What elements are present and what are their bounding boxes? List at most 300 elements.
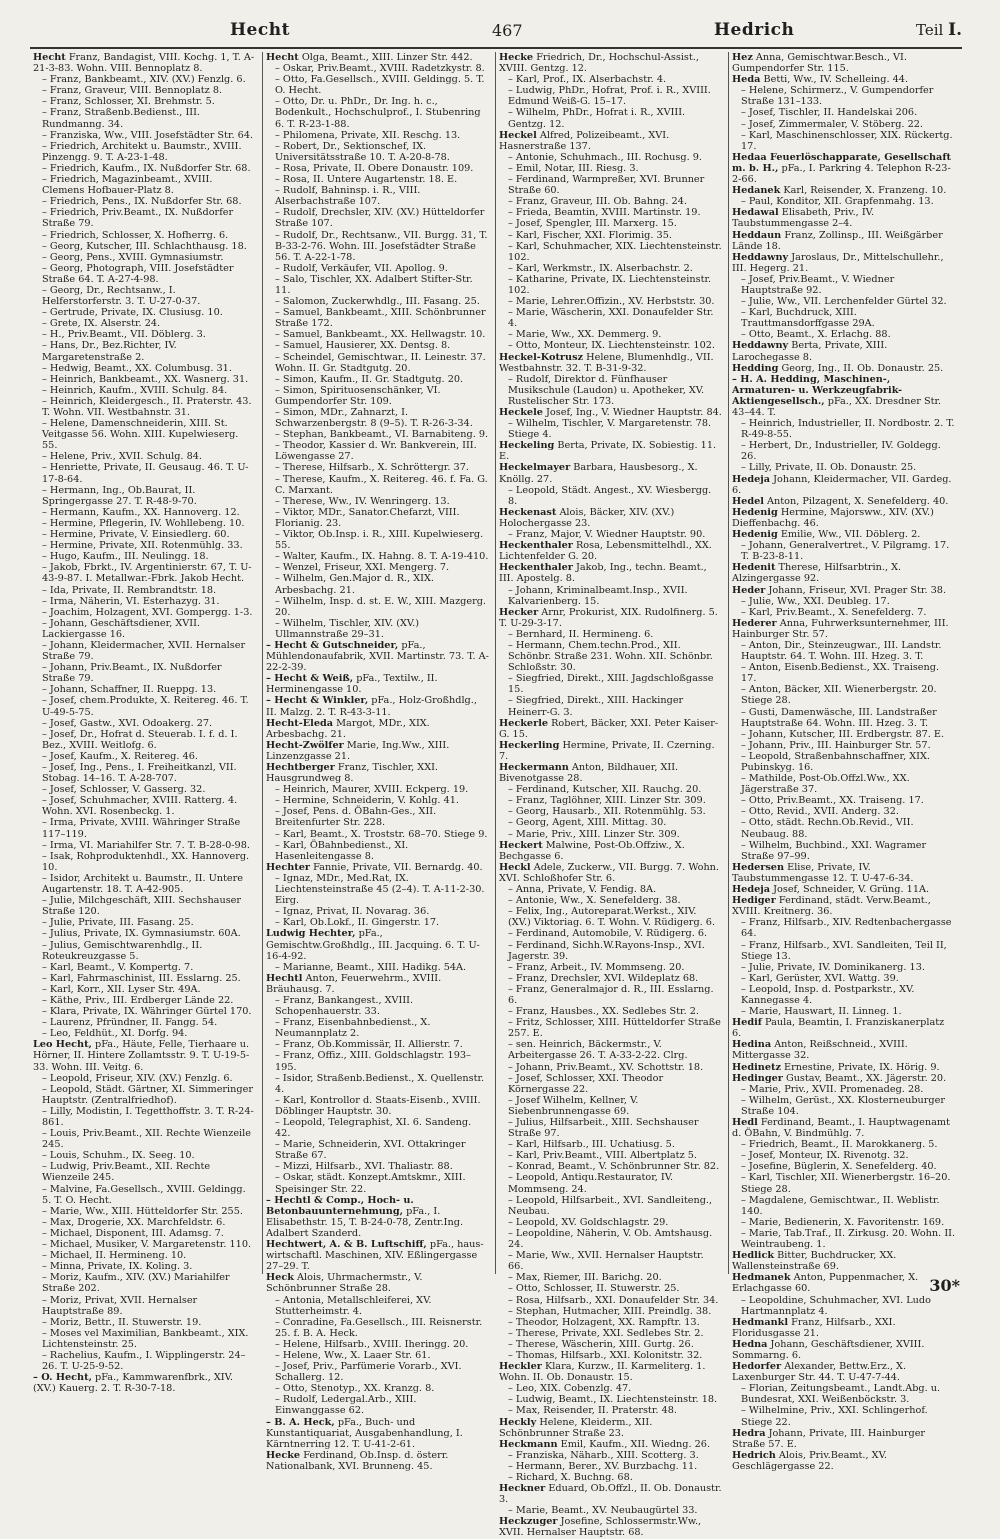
directory-entry (266, 1317, 489, 1339)
entry-text: – Georg, Pens., XVIII. Gymnasiumstr. (42, 251, 224, 263)
entry-text: Franz, Bandagist, VIII. Kochg. 1, T. A-21-3-83. Wohn. VIII. Bennoplatz 8. (33, 52, 255, 75)
entry-text: – Friedrich, Pens., IX. Nußdorfer Str. 68. (42, 196, 242, 208)
directory-entry (499, 152, 722, 163)
directory-entry (499, 585, 722, 607)
directory-entry (266, 673, 489, 695)
directory-entry (499, 462, 722, 484)
directory-entry (266, 1139, 489, 1161)
directory-entry (499, 740, 722, 762)
directory-entry (732, 1339, 956, 1361)
entry-text: – Karl, Priv.Beamt., VIII. Albertplatz 5. (508, 1150, 697, 1162)
entry-text: – Käthe, Priv., III. Erdberger Lände 22. (42, 994, 234, 1006)
entry-text: – Franz, Hilfsarb., XIV. Redtenbachergasse 64. (741, 917, 952, 940)
entry-surname: Hecht (266, 52, 299, 63)
directory-entry (732, 596, 956, 607)
directory-entry (33, 1217, 256, 1228)
entry-text: – Leopold, XV. Goldschlagstr. 29. (508, 1216, 669, 1228)
entry-text: Ernestine, Private, IX. Hörig. 9. (784, 1061, 940, 1073)
entry-surname: – Hecht & Gutschneider, (266, 639, 399, 651)
directory-entry (499, 829, 722, 840)
entry-text: – Hermine, Pflegerin, IV. Wohllebeng. 10. (42, 517, 245, 529)
entry-text: – Josef, chem.Produkte, X. Reitereg. 46. T. U-49-5-75. (42, 695, 249, 718)
entry-surname: Heck (266, 1272, 294, 1284)
entry-text: Elise, Private, IV. Taubstummengasse 12. T. U-47-6-34. (732, 861, 914, 884)
entry-text: pFa., Buch- und Kunstantiquariat, Ausgabenhandlung, I. Kärntnerring 12. T. U-41-2-61. (266, 1416, 463, 1450)
entry-text: – Julie, Milchgeschäft, XIII. Sechshauser Straße 120. (42, 895, 242, 918)
directory-entry (499, 374, 722, 407)
entry-text: – Georg, Kutscher, III. Schlachthausg. 18. (42, 240, 247, 252)
directory-entry (499, 762, 722, 784)
entry-text: – Leopold, Friseur, XIV. (XV.) Fenzlg. 6. (42, 1072, 233, 1084)
entry-text: – Franz, Taglöhner, XIII. Linzer Str. 309. (508, 795, 706, 807)
entry-text: – Friedrich, Magazinbeamt., XVIII. Clemens Hofbauer-Platz 8. (42, 174, 213, 197)
directory-entry (499, 296, 722, 307)
entry-surname: Heddawny (732, 251, 789, 263)
entry-surname: Hederer (732, 617, 777, 629)
entry-text: – Marie, Ww., XX. Demmerg. 9. (508, 329, 662, 341)
directory-entry (732, 207, 956, 229)
entry-surname: Hecke (499, 52, 534, 63)
directory-entry (266, 1383, 489, 1394)
directory-entry (499, 640, 722, 673)
directory-columns (30, 52, 964, 1539)
entry-surname: Heddawny (732, 340, 789, 352)
directory-entry (266, 1361, 489, 1383)
entry-text: – Emil, Notar, III. Riesg. 3. (508, 162, 639, 174)
directory-entry (732, 618, 956, 640)
directory-entry (266, 973, 489, 995)
directory-entry (33, 840, 256, 851)
entry-surname: Heckly (499, 1416, 537, 1428)
entry-text: Berta, Private, IX. Sobiestig. 11. E. (499, 440, 717, 463)
directory-entry (732, 1150, 956, 1161)
directory-entry (499, 817, 722, 828)
directory-entry (33, 52, 256, 74)
directory-entry (33, 107, 256, 129)
entry-text: – Oskar, städt. Konzept.Amtskmr., XIII. Speisinger Str. 22. (275, 1172, 466, 1195)
directory-entry (266, 185, 489, 207)
directory-entry (732, 507, 956, 529)
directory-entry (499, 795, 722, 806)
directory-entry (732, 74, 956, 85)
directory-entry (266, 762, 489, 784)
directory-entry (33, 562, 256, 584)
directory-entry (266, 52, 489, 63)
directory-entry (266, 718, 489, 740)
entry-text: – Josef, Spengler, III. Marxerg. 15. (508, 218, 677, 230)
entry-surname: Heckner (499, 1483, 546, 1495)
directory-entry (266, 1095, 489, 1117)
directory-entry (499, 1250, 722, 1272)
entry-text: – Karl, Priv.Beamt., X. Senefelderg. 7. (741, 606, 927, 618)
entry-text: – Otto, Priv.Beamt., XX. Traiseng. 17. (741, 795, 924, 807)
directory-entry (499, 1361, 722, 1383)
directory-entry (732, 640, 956, 662)
directory-entry (732, 329, 956, 340)
entry-surname: Hedanek (732, 185, 781, 197)
entry-text: Arnr, Prokurist, XIX. Rudolfinerg. 5. T. U-29-3-17. (499, 606, 718, 629)
directory-entry (499, 984, 722, 1006)
directory-entry (732, 1139, 956, 1150)
entry-text: – Otto, städt. Rechn.Ob.Revid., VII. Neubaug. 88. (741, 817, 914, 840)
directory-entry (33, 1150, 256, 1161)
entry-text: – Klara, Private, IX. Währinger Gürtel 170. (42, 1006, 252, 1018)
entry-text: Georg, Ing., II. Ob. Donaustr. 25. (781, 362, 944, 374)
directory-entry (33, 995, 256, 1006)
entry-surname: Heckelmayer (499, 462, 571, 474)
directory-entry (732, 307, 956, 329)
entry-text: – Antonie, Schuhmach., III. Rochusg. 9. (508, 151, 703, 163)
directory-entry (33, 485, 256, 507)
entry-text: – Rudolf, Drechsler, XIV. (XV.) Hütteldorfer Straße 107. (275, 207, 485, 230)
directory-entry (266, 928, 489, 961)
directory-entry (33, 1295, 256, 1317)
entry-text: – Anton, Eisenb.Bedienst., XX. Traiseng. 17. (741, 662, 940, 685)
directory-entry (266, 562, 489, 573)
page-footer-signature: 30* (929, 1276, 960, 1295)
entry-text: – Theodor, Holzagent, XX. Rampftr. 13. (508, 1316, 700, 1328)
directory-entry (499, 163, 722, 174)
entry-surname: – O. Hecht, (33, 1372, 92, 1384)
entry-text: – Franz, Hilfsarb., XVI. Sandleiten, Teil II, Stiege 13. (741, 939, 947, 962)
directory-entry (732, 1228, 956, 1250)
directory-entry (732, 440, 956, 462)
directory-entry (732, 152, 956, 185)
entry-text: – Franz, Arbeit., IV. Mommseng. 20. (508, 961, 685, 973)
entry-text: – Antonie, Ww., X. Senefelderg. 38. (508, 895, 681, 907)
directory-entry (33, 1128, 256, 1150)
directory-entry (266, 163, 489, 174)
entry-text: – Ludwig, Priv.Beamt., XII. Rechte Wienzeile 245. (42, 1161, 211, 1184)
entry-text: – Stephan, Hutmacher, XIII. Preindlg. 38. (508, 1305, 712, 1317)
directory-entry (499, 629, 722, 640)
entry-text: Friedrich, Dr., Hochschul-Assist., XVIII. Gentzg. 12. (499, 52, 699, 75)
entry-text: – Ferdinand, Sichh.W.Rayons-Insp., XVI. Jagerstr. 39. (508, 939, 705, 962)
entry-text: – Josef, Schuhmacher, XVIII. Ratterg. 4. Wohn. XVI. Rosenbeckg. 1. (42, 795, 238, 818)
entry-text: – Leopold, Straßenbahnschaffner, XIX. Pubinskyg. 16. (741, 750, 930, 773)
entry-text: – Franz, Graveur, III. Ob. Bahng. 24. (508, 196, 687, 208)
entry-text: – Minna, Private, IX. Koling. 3. (42, 1261, 193, 1273)
entry-text: – Johann, Schaffner, II. Rueppg. 13. (42, 684, 217, 696)
directory-entry (33, 1261, 256, 1272)
entry-text: – Josef Wilhelm, Kellner, V. Siebenbrunnengasse 69. (508, 1094, 639, 1117)
entry-text: Helene, Blumenhdlg., VII. Westbahnstr. 32. T. B-31-9-32. (499, 351, 714, 374)
entry-text: Paula, Beamtin, I. Franziskanerplatz 6. (732, 1017, 945, 1040)
entry-text: – Louis, Priv.Beamt., XII. Rechte Wienzeile 245. (42, 1128, 251, 1151)
directory-entry (33, 329, 256, 340)
entry-text: – Anton, Bäcker, XII. Wienerbergstr. 20. Stiege 28. (741, 684, 937, 707)
entry-text: – Johann, Generalvertret., V. Pilgramg. 17. T. B-23-8-11. (741, 540, 950, 563)
entry-text: Anton, Puppenmacher, X. Erlachgasse 60. (732, 1272, 919, 1295)
entry-text: – Irma, VI. Mariahilfer Str. 7. T. B-28-0-98. (42, 839, 250, 851)
entry-surname: Hedenig (732, 506, 778, 518)
directory-entry (33, 640, 256, 662)
entry-text: Johann, Kleidermacher, VII. Gardeg. 6. (732, 473, 952, 496)
entry-text: – Otto, Revid., XVII. Anderg. 32. (741, 806, 899, 818)
entry-text: – Simon, Spirituosenschänker, VI. Gumpendorfer Str. 109. (275, 384, 441, 407)
directory-entry (33, 1228, 256, 1239)
entry-surname: Heckermann (499, 762, 569, 773)
directory-entry (732, 884, 956, 895)
directory-entry (266, 340, 489, 351)
directory-entry (499, 607, 722, 629)
directory-entry (33, 873, 256, 895)
directory-entry (33, 1161, 256, 1183)
directory-entry (266, 352, 489, 374)
directory-entry (732, 1117, 956, 1139)
entry-text: – Wilhelm, Gen.Major d. R., XIX. Arbesbachg. 21. (275, 573, 434, 596)
entry-text: – Mizzi, Hilfsarb., XVI. Thaliastr. 88. (275, 1161, 453, 1173)
entry-surname: Hecht-Zwölfer (266, 739, 344, 751)
directory-entry (33, 1106, 256, 1128)
directory-entry (33, 96, 256, 107)
directory-entry (732, 962, 956, 973)
entry-text: – Franz, Hausbes., XX. Sedlebes Str. 2. (508, 1006, 699, 1018)
entry-text: – Marie, Hauswart, II. Linneg. 1. (741, 1006, 902, 1018)
entry-text: – Samuel, Bankbeamt., XX. Hellwagstr. 10. (275, 329, 486, 341)
entry-text: – Hermann, Chem.techn.Prod., XII. Schönbr. Straße 231. Wohn. XII. Schönbr. Schloßstr. 30. (508, 639, 713, 674)
directory-entry (33, 340, 256, 362)
directory-entry (499, 1073, 722, 1095)
directory-entry (33, 507, 256, 518)
entry-surname: Hedinger (732, 1072, 783, 1084)
entry-text: – Rudolf, Direktor d. Fünfhauser Musikschule (Laudon) u. Apotheker, XV. Rustelischer Str. 173. (508, 373, 705, 407)
directory-entry (732, 1428, 956, 1450)
entry-text: Alfred, Polizeibeamt., XVI. Hasnerstraße 137. (499, 129, 670, 152)
entry-surname: Hedna (732, 1338, 768, 1350)
entry-text: Josefine, Schlossermstr.Ww., XVII. Hernalser Hauptstr. 68. (499, 1516, 702, 1539)
entry-text: – Frieda, Beamtin, XVIII. Martinstr. 19. (508, 207, 701, 219)
directory-entry (499, 1306, 722, 1317)
entry-text: – Franz, Generalmajor d. R., III. Esslarng. 6. (508, 983, 714, 1006)
directory-entry (732, 1161, 956, 1172)
entry-text: – Marie, Lehrer.Offizin., XV. Herbststr. 30. (508, 296, 715, 308)
entry-text: – Heinrich, Bankbeamt., XX. Wasnerg. 31. (42, 373, 249, 385)
directory-entry (33, 1250, 256, 1261)
entry-text: – Josef, Zimmermaler, V. Stöberg. 22. (741, 118, 923, 130)
entry-surname: Hedif (732, 1017, 762, 1029)
entry-text: Alois, Bäcker, XIV. (XV.) Holochergasse 23. (499, 506, 675, 529)
directory-entry (266, 862, 489, 873)
directory-entry (33, 695, 256, 717)
directory-entry (33, 895, 256, 917)
entry-text: Betti, Ww., IV. Schelleing. 44. (763, 74, 909, 86)
entry-text: – Rosa, Hilfsarb., XXI. Donaufelder Str. 34. (508, 1294, 719, 1306)
entry-text: Ferdinand, städt. Verw.Beamt., XVIII. Kreitnerg. 36. (732, 895, 931, 918)
entry-text: – Ferdinand, Automobile, V. Rüdigerg. 6. (508, 928, 708, 940)
directory-entry (732, 895, 956, 917)
entry-surname: Hedorfer (732, 1361, 782, 1373)
entry-text: – Henriette, Private, II. Geusaug. 46. T. U-17-8-64. (42, 462, 249, 485)
entry-text: – Franz, Bankbeamt., XIV. (XV.) Fenzlg. 6. (42, 74, 246, 86)
directory-entry (732, 540, 956, 562)
directory-entry (732, 751, 956, 773)
directory-entry (499, 1006, 722, 1017)
entry-text: – Isidor, Architekt u. Baumstr., II. Untere Augartenstr. 18. T. A-42-905. (42, 872, 244, 896)
entry-text: – Karl, Buchdruck, XIII. Trauttmansdorffgasse 29A. (741, 307, 875, 330)
entry-text: pFa., Textilw., II. Herminengasse 10. (266, 673, 438, 696)
directory-entry (266, 1350, 489, 1361)
entry-text: – Friedrich, Beamt., II. Marokkanerg. 5. (741, 1139, 938, 1151)
directory-entry (33, 596, 256, 607)
entry-text: – Karl, Werkmstr., IX. Alserbachstr. 2. (508, 262, 693, 274)
entry-surname: Hechtl (266, 972, 303, 984)
entry-text: Anton, Pilzagent, X. Senefelderg. 40. (767, 495, 949, 507)
directory-entry (732, 374, 956, 418)
entry-surname: Hez (732, 52, 753, 63)
directory-entry (732, 363, 956, 374)
directory-entry (732, 274, 956, 296)
entry-surname: Hedenig (732, 529, 778, 541)
directory-entry (266, 695, 489, 717)
entry-text: – Georg, Dr., Rechtsanw., I. Helferstorferstr. 3. T. U-27-0-37. (42, 284, 201, 308)
entry-text: – Helene, Schirmerz., V. Gumpendorfer Straße 131–133. (741, 85, 934, 108)
directory-entry (33, 1328, 256, 1350)
entry-text: – Karl, Ob.Lokf., II. Gingerstr. 17. (275, 917, 440, 929)
entry-text: Josef, Schneider, V. Grüng. 11A. (773, 884, 930, 896)
directory-entry (266, 462, 489, 473)
entry-text: – Leo, XIX. Cobenzlg. 47. (508, 1383, 632, 1395)
part-label: Teil I. (916, 20, 962, 40)
directory-entry (499, 329, 722, 340)
directory-entry (499, 1383, 722, 1394)
entry-text: – Siegfried, Direkt., XIII. Hackinger Heinerr-G. 3. (508, 695, 684, 718)
directory-entry (33, 85, 256, 96)
directory-entry (732, 840, 956, 862)
entry-text: – Moriz, Bettr., II. Stuwerstr. 19. (42, 1316, 202, 1328)
directory-entry (33, 618, 256, 640)
directory-entry (732, 607, 956, 618)
entry-surname: Hedina (732, 1039, 772, 1051)
entry-text: Anna, Fuhrwerksunternehmer, III. Hainburger Str. 57. (732, 617, 949, 640)
entry-surname: – Hecht & Winkler, (266, 695, 369, 707)
directory-entry (499, 407, 722, 418)
directory-entry (499, 1472, 722, 1483)
directory-entry (499, 207, 722, 218)
entry-text: – Wilhelm, Gerüst., XX. Klosterneuburger Straße 104. (741, 1094, 945, 1117)
entry-text: Johann, Friseur, XVI. Prager Str. 38. (768, 584, 947, 596)
entry-text: – Karl, Beamt., X. Troststr. 68–70. Stiege 9. (275, 828, 488, 840)
header-last-entry: Hedrich (714, 20, 795, 40)
directory-entry (499, 241, 722, 263)
entry-text: – sen. Heinrich, Bäckermstr., V. Arbeitergasse 26. T. A-33-2-22. Clrg. (508, 1039, 688, 1062)
directory-entry (499, 1328, 722, 1339)
entry-text: – Franz, Eisenbahnbedienst., X. Neumannplatz 2. (275, 1017, 431, 1040)
entry-text: – Josef, Schlosser, XXI. Theodor Körnergasse 22. (508, 1072, 664, 1095)
directory-entry (33, 607, 256, 618)
directory-entry (732, 1006, 956, 1017)
directory-entry (266, 529, 489, 551)
entry-text: Jaroslaus, Dr., Mittelschullehr., III. Hegerg. 21. (732, 251, 944, 274)
directory-entry (499, 840, 722, 862)
entry-text: – Ludwig, PhDr., Hofrat, Prof. i. R., XVIII. Edmund Weiß-G. 15–17. (508, 85, 711, 108)
entry-text: pFa., XX. Dresdner Str. 43–44. T. (732, 395, 942, 418)
entry-text: – Franz, Drechsler, XVI. Wildeplatz 68. (508, 972, 699, 984)
entry-text: – Paul, Konditor, XII. Grapfenmahg. 13. (741, 196, 934, 208)
directory-entry (33, 307, 256, 318)
directory-entry (33, 718, 256, 729)
directory-entry (266, 1339, 489, 1350)
entry-text: – Katharine, Private, IX. Liechtensteinstr. 102. (508, 273, 712, 296)
entry-surname: Hecht-Eleda (266, 717, 334, 729)
entry-text: – Therese, Hilfsarb., X. Schröttergr. 37. (275, 462, 469, 474)
directory-entry (266, 784, 489, 795)
directory-entry (266, 829, 489, 840)
entry-text: – Scheindel, Gemischtwar., II. Leinestr. 37. Wohn. II. Gr. Stadtgutg. 20. (275, 351, 486, 374)
directory-entry (499, 1272, 722, 1283)
entry-text: – Therese, Kaufm., X. Reitereg. 46. f. Fa. G. C. Marxant. (275, 473, 488, 496)
directory-entry (499, 130, 722, 152)
directory-entry (33, 551, 256, 562)
entry-text: Anton, Bildhauer, XII. Bivenotgasse 28. (499, 762, 679, 785)
directory-entry (499, 174, 722, 196)
entry-text: – Viktor, Ob.Insp. i. R., XIII. Kupelwieserg. 55. (275, 529, 484, 552)
entry-text: Marie, Ing.Ww., XIII. Linzenzgasse 21. (266, 739, 450, 762)
entry-text: – Leopold, Städt. Gärtner, XI. Simmeringer Hauptstr. (Zentralfriedhof). (42, 1083, 253, 1106)
directory-entry (33, 962, 256, 973)
directory-entry (266, 307, 489, 329)
entry-text: – Rachelius, Kaufm., I. Wipplingerstr. 24–26. T. U-25-9-52. (42, 1349, 246, 1373)
directory-entry (499, 1117, 722, 1139)
directory-entry (33, 1017, 256, 1028)
directory-entry (732, 773, 956, 795)
entry-text: Rosa, Lebensmittelhdl., XX. Lichtenfelder G. 20. (499, 540, 712, 563)
entry-text: – Salomon, Zuckerwhdlg., III. Fasang. 25. (275, 296, 480, 308)
entry-surname: Heckel-Kotrusz (499, 351, 584, 363)
directory-entry (499, 85, 722, 107)
entry-surname: Heckert (499, 839, 543, 851)
entry-text: – Moriz, Privat, XVII. Hernalser Hauptstraße 89. (42, 1294, 198, 1317)
entry-text: – Josef, Priv., Parfümerie Vorarb., XVI. Schallerg. 12. (275, 1361, 462, 1384)
directory-entry (499, 340, 722, 351)
entry-text: – Heinrich, Kleidergesch., II. Praterstr. 43. T. Wohn. VII. Westbahnstr. 31. (42, 395, 252, 418)
entry-text: – Bernhard, II. Hermineng. 6. (508, 628, 654, 640)
entry-text: – Hermine, Private, XII. Rotenmühlg. 33. (42, 540, 243, 552)
entry-surname: Hedmanek (732, 1272, 791, 1284)
entry-text: – Karl, Gerüster, XVI. Wattg. 39. (741, 972, 899, 984)
entry-text: – Leopold, Insp. d. Postparkstr., XV. Kannegasse 4. (741, 983, 915, 1006)
entry-text: pFa., Gemischtw.Großhdlg., III. Jacquing. 6. T. U-16-4-92. (266, 928, 480, 962)
entry-text: Olga, Beamt., XIII. Linzer Str. 442. (301, 52, 473, 63)
entry-text: – Lilly, Private, II. Ob. Donaustr. 25. (741, 462, 917, 474)
entry-surname: Hedeja (732, 884, 771, 896)
directory-entry (266, 374, 489, 385)
entry-text: – Leopoldine, Schuhmacher, XVI. Ludo Hartmannplatz 4. (741, 1294, 931, 1317)
directory-entry (33, 751, 256, 762)
entry-text: – Philomena, Private, XII. Reschg. 13. (275, 129, 461, 141)
directory-entry (266, 429, 489, 440)
directory-entry (499, 107, 722, 129)
entry-text: – Ferdinand, Warmpreßer, XVI. Brunner Straße 60. (508, 174, 705, 197)
entry-text: – Florian, Zeitungsbeamt., Landt.Abg. u. Bundesrat, XXI. Weißenböckstr. 3. (741, 1383, 941, 1406)
entry-text: – Mathilde, Post-Ob.Offzl.Ww., XX. Jägerstraße 37. (741, 773, 910, 796)
entry-text: – Rosa, Private, II. Obere Donaustr. 109. (275, 162, 474, 174)
directory-entry (33, 585, 256, 596)
entry-text: – Max, Drogerie, XX. Marchfeldstr. 6. (42, 1216, 226, 1228)
entry-text: – Josef, Tischler, II. Handelskai 206. (741, 107, 918, 119)
entry-text: – Wilhelm, Buchbind., XXI. Wagramer Straße 97–99. (741, 839, 927, 862)
entry-text: – Wilhelm, Insp. d. st. E. W., XIII. Mazgerg. 20. (275, 595, 487, 618)
entry-text: – Max, Reisender, II. Praterstr. 48. (508, 1405, 677, 1417)
directory-entry (33, 285, 256, 307)
directory-entry (266, 1195, 489, 1239)
entry-text: – Johann, Kriminalbeamt.Insp., XVII. Kalvarienberg. 15. (508, 584, 688, 607)
entry-text: – Friedrich, Priv.Beamt., IX. Nußdorfer Straße 79. (42, 207, 234, 230)
directory-entry (499, 540, 722, 562)
entry-text: Robert, Bäcker, XXI. Peter Kaiser-G. 15. (499, 717, 719, 740)
directory-entry (499, 274, 722, 296)
entry-text: – Antonia, Metallschleiferei, XV. Stutterheimstr. 4. (275, 1294, 432, 1317)
